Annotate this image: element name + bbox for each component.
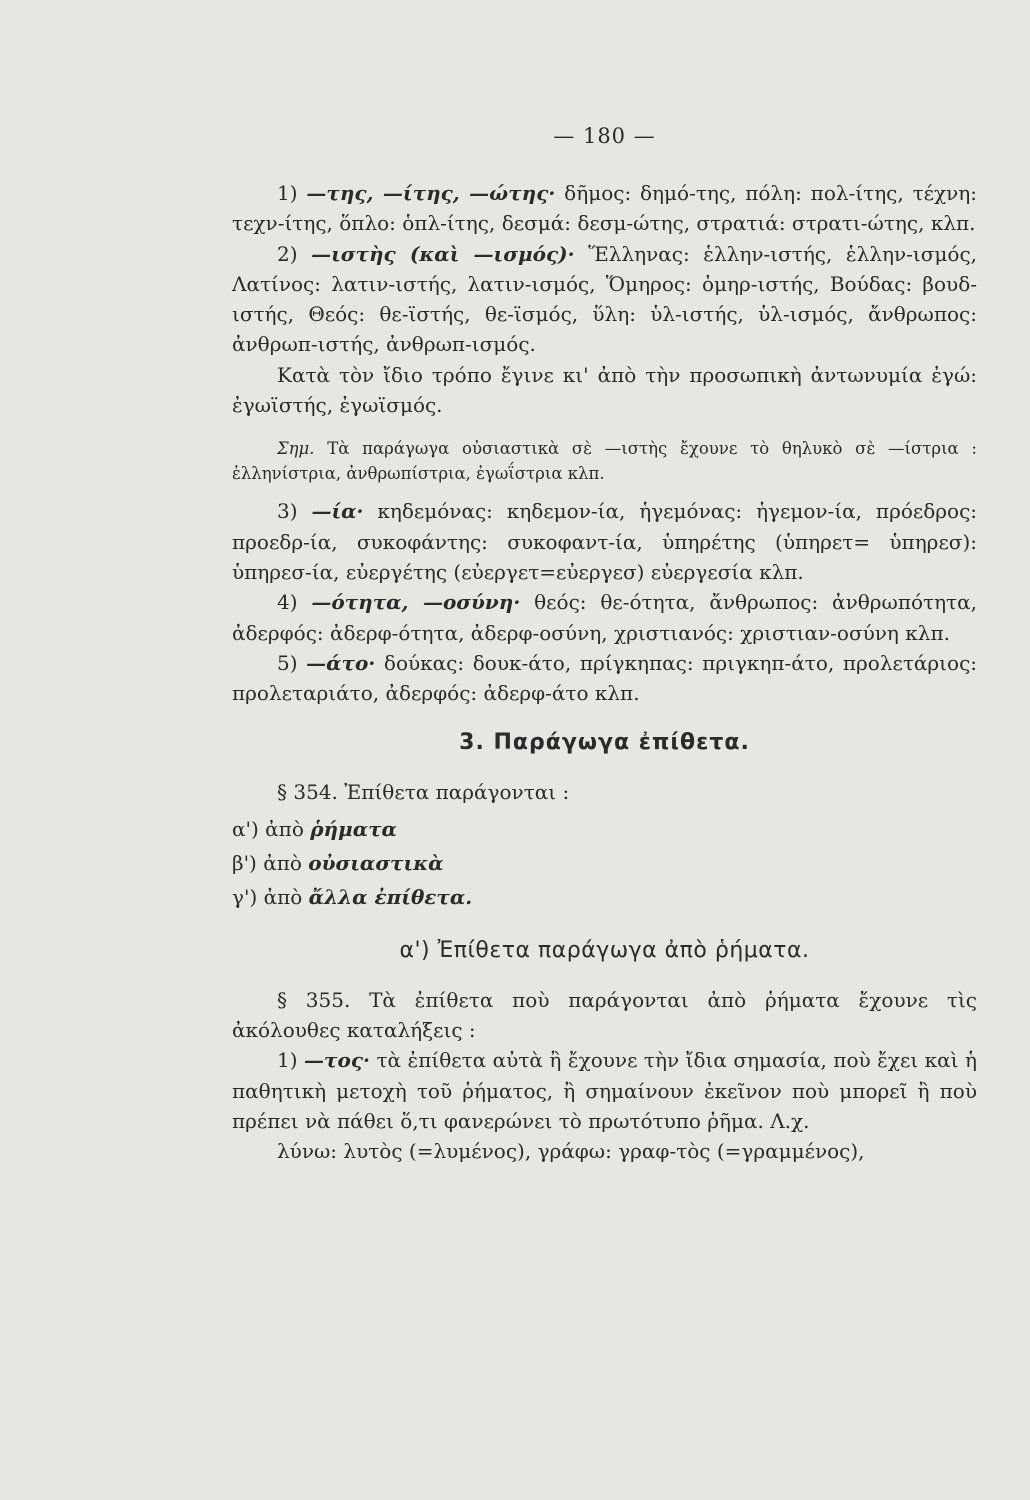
item-label: 2) [277,241,312,266]
note-label: Σημ. [277,439,315,459]
note-text: Τὰ παράγωγα οὐσιαστικὰ σὲ —ιστὴς ἔχουνε τὸ θηλυκὸ σὲ —ίστρια : ἑλληνίστρια, ἀνθρωπίστρια, ἐγωΐστρια κλπ. [232,439,977,484]
item-label: 1) [277,1048,305,1073]
paragraph-6 [232,1045,977,1136]
paragraph-4 [232,587,977,648]
suffix-term: —τος· [304,1048,370,1073]
item-label: 3) [277,499,312,524]
subsection-heading: α') Ἐπίθετα παράγωγα ἀπὸ ῥήματα. [399,937,810,963]
paragraph-2 [232,239,977,360]
list-item [232,846,977,880]
paragraph-2b: Κατὰ τὸν ἴδιο τρόπο ἔγινε κι' ἀπὸ τὴν προσωπικὴ ἀντωνυμία ἐγώ: ἐγωϊστής, ἐγωϊσμός. [232,362,977,418]
paragraph-text: θεός: θε-ότητα, ἄνθρωπος: ἀνθρωπότητα, ἀδερφός: ἀδερφ-ότητα, ἀδερφ-οσύνη, χριστιανός: χριστιαν-οσύνη κλπ. [232,590,977,645]
note [232,436,977,486]
section-355: § 355. Τὰ ἐπίθετα ποὺ παράγονται ἀπὸ ῥήματα ἔχουνε τὶς ἀκόλουθες καταλήξεις : [232,987,977,1043]
paragraph-3 [232,496,977,587]
item-label: 5) [277,650,307,675]
paragraph-7: λύνω: λυτὸς (=λυμένος), γράφω: γραφ-τὸς (=γραμμένος), [277,1139,865,1164]
paragraph-text: τὰ ἐπίθετα αὐτὰ ἢ ἔχουνε τὴν ἴδια σημασία, ποὺ ἔχει καὶ ἡ παθητικὴ μετοχὴ τοῦ ῥήματος, ἢ σημαίνουν ἐκεῖνον ποὺ μπορεῖ ἢ ποὺ πρέπει νὰ πάθει ὅ,τι φανερώνει τὸ πρωτότυπο ῥῆμα. Λ.χ. [232,1048,977,1133]
item-label: 1) [277,181,307,205]
page-content [232,124,977,1167]
section-heading: 3. Παράγωγα ἐπίθετα. [459,730,750,756]
suffix-term: —άτο· [306,650,376,675]
page-number: — 180 — [553,124,656,148]
list-item-label: γ') ἀπὸ [232,884,309,909]
suffix-term: —ότητα, —οσύνη· [311,590,521,615]
paragraph-5 [232,648,977,709]
suffix-term: —της, —ίτης, —ώτης· [306,181,556,205]
item-label: 4) [277,590,312,615]
list-item-label: α') ἀπὸ [232,816,311,841]
list-item [232,812,977,846]
section-354: § 354. Ἐπίθετα παράγονται : [277,780,570,805]
paragraph-text: κηδεμόνας: κηδεμον-ία, ἡγεμόνας: ἡγεμον-ία, πρόεδρος: προεδρ-ία, συκοφάντης: συκοφαντ-ία, ὑπηρέτης (ὑπηρετ= ὑπηρεσ): ὑπηρεσ-ία, εὐεργέτης (εὐεργετ=εὐεργεσ) εὐεργεσία κλπ. [232,499,978,584]
list-item [232,880,977,914]
paragraph-text: Ἕλληνας: ἑλλην-ιστής, ἑλλην-ισμός, Λατίνος: λατιν-ιστής, λατιν-ισμός, Ὅμηρος: ὁμηρ-ιστής, Βούδας: βουδ-ιστής, Θεός: θε-ϊστής, θε-ϊσμός, ὕλη: ὑλ-ιστής, ὑλ-ισμός, ἄνθρωπος: ἀνθρωπ-ιστής, ἀνθρωπ-ισμός. [232,241,978,357]
paragraph-text: δούκας: δουκ-άτο, πρίγκηπας: πριγκηπ-άτο, προλετάριος: προλεταριάτο, ἀδερφός: ἀδερφ-άτο κλπ. [232,650,978,706]
list-item-term: οὐσιαστικὰ [308,850,444,875]
list-item-label: β') ἀπὸ [232,850,309,875]
list-item-term: ῥήματα [310,816,397,841]
derivation-list [232,812,977,914]
list-item-term: ἄλλα ἐπίθετα. [308,884,473,909]
suffix-term: —ία· [311,499,364,524]
paragraph-1 [232,178,977,239]
suffix-term: —ιστὴς (καὶ —ισμός)· [311,241,575,266]
paragraph-text: δῆμος: δημό-της, πόλη: πολ-ίτης, τέχνη: τεχν-ίτης, ὅπλο: ὁπλ-ίτης, δεσμά: δεσμ-ώτης, στρατιά: στρατι-ώτης, κλπ. [232,181,977,236]
